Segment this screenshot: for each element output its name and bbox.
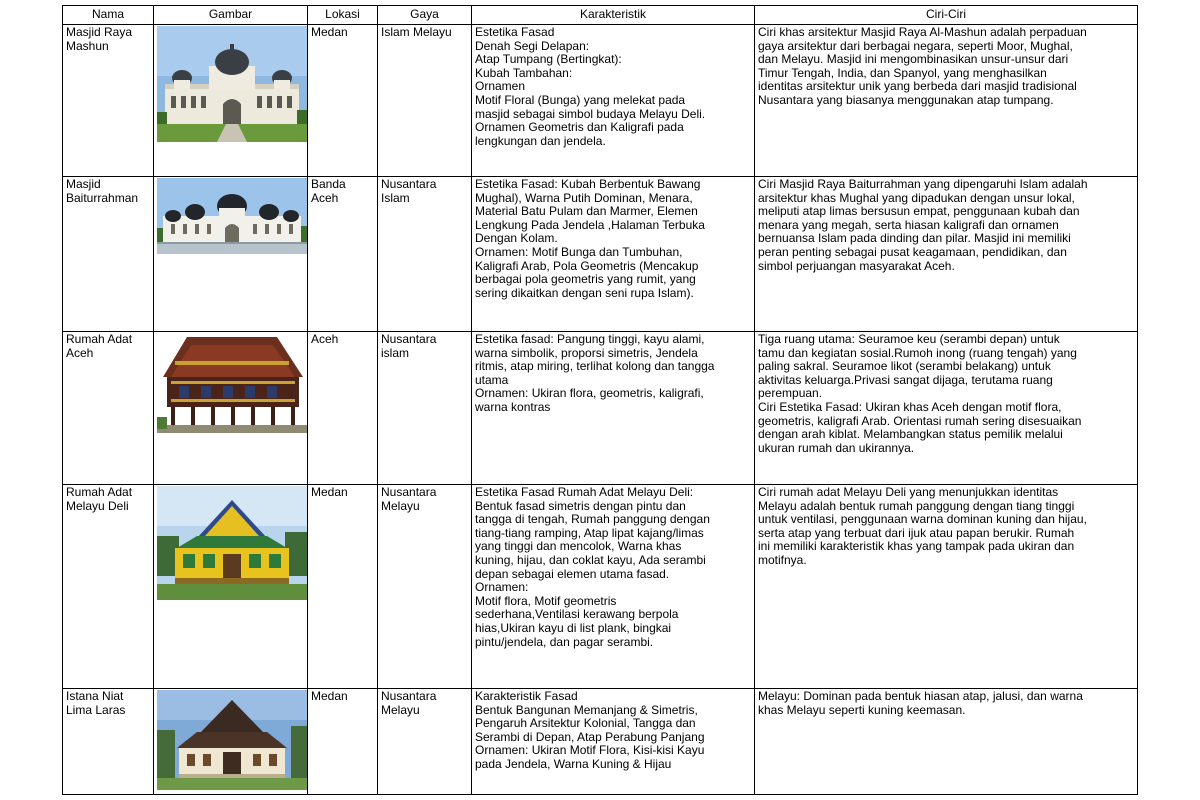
- text-line: tangga di tengah, Rumah panggung dengan: [475, 512, 710, 527]
- text-line: ukuran rumah dan ukirannya.: [758, 440, 915, 455]
- header-lokasi: Lokasi: [308, 6, 378, 25]
- house-photo: [157, 333, 307, 433]
- cell-gaya: [378, 689, 472, 795]
- text-line: Ornamen: [475, 79, 526, 94]
- comparison-table: [62, 5, 1138, 795]
- table-row: [63, 25, 1138, 177]
- text-line: Material Batu Pulam dan Marmer, Elemen: [475, 204, 698, 219]
- text-line: lengkungan dan jendela.: [475, 133, 606, 148]
- header-nama: Nama: [63, 6, 154, 25]
- text-line: Lengkung Pada Jendela ,Halaman Terbuka: [475, 217, 705, 232]
- text-line: Ciri Masjid Raya Baiturrahman yang dipengaruhi Islam adalah: [758, 177, 1088, 191]
- text-line: ini memiliki karakteristik khas yang tampak pada ukiran dan: [758, 539, 1075, 554]
- text-line: Melayu: [381, 702, 420, 717]
- text-line: Timur Tengah, India, dan Spanyol, yang menghasilkan: [758, 65, 1047, 80]
- cell-karakteristik: [472, 177, 755, 332]
- text-line: ritmis, atap miring, terlihat kolong dan tangga: [475, 359, 715, 374]
- cell-nama: [63, 25, 154, 177]
- text-line: Melayu Deli: [66, 498, 129, 513]
- text-line: Islam: [381, 190, 410, 205]
- text-line: identitas arsitektur unik yang berbeda dari masjid tradisional: [758, 79, 1077, 94]
- text-line: Estetika Fasad: Kubah Berbentuk Bawang: [475, 177, 701, 191]
- cell-gambar: [154, 332, 308, 485]
- table-row: [63, 689, 1138, 795]
- table-row: [63, 177, 1138, 332]
- text-line: serta atap yang terbuat dari ijuk atau papan berukir. Rumah: [758, 525, 1075, 540]
- house-photo: [157, 486, 307, 600]
- text-line: khas Melayu seperti kuning keemasan.: [758, 702, 966, 717]
- text-line: Melayu adalah bentuk rumah panggung dengan tiang tinggi: [758, 498, 1075, 513]
- text-line: utama: [475, 372, 509, 387]
- text-line: kuning, hijau, dan coklat kayu, Ada serambi: [475, 552, 706, 567]
- cell-karakteristik: [472, 485, 755, 689]
- text-line: Nusantara: [381, 689, 437, 703]
- text-line: Nusantara: [381, 332, 437, 346]
- palace-photo: [157, 690, 307, 790]
- cell-lokasi: [308, 485, 378, 689]
- text-line: Islam Melayu: [381, 25, 452, 39]
- text-line: tiang-tiang ramping, Atap lipat kajang/limas: [475, 525, 704, 540]
- cell-nama: [63, 485, 154, 689]
- text-line: geometris, kaligrafi Arab. Orientasi rumah sering disesuaikan: [758, 413, 1082, 428]
- text-line: warna simbolik, proporsi simetris, Jendela: [475, 345, 698, 360]
- text-line: Medan: [311, 25, 348, 39]
- text-line: aktivitas keluarga.Privasi sangat dijaga, terutama ruang: [758, 372, 1053, 387]
- text-line: Rumah Adat: [66, 485, 133, 499]
- text-line: Medan: [311, 485, 348, 499]
- text-line: Estetika Fasad: [475, 25, 555, 39]
- cell-lokasi: [308, 177, 378, 332]
- text-line: Estetika fasad: Pangung tinggi, kayu alami,: [475, 332, 705, 346]
- text-line: Bentuk fasad simetris dengan pintu dan: [475, 498, 686, 513]
- text-line: Aceh: [311, 190, 339, 205]
- text-line: Banda: [311, 177, 346, 191]
- text-line: Pengaruh Arsitektur Kolonial, Tangga dan: [475, 716, 696, 731]
- cell-ciri-ciri: [755, 485, 1138, 689]
- table-row: [63, 485, 1138, 689]
- cell-karakteristik: [472, 25, 755, 177]
- cell-lokasi: [308, 689, 378, 795]
- text-line: pada Jendela, Warna Kuning & Hijau: [475, 756, 672, 771]
- text-line: Denah Segi Delapan:: [475, 38, 590, 53]
- text-line: Motif flora, Motif geometris: [475, 593, 617, 608]
- cell-karakteristik: [472, 689, 755, 795]
- text-line: dan Melayu. Masjid ini mengombinasikan unsur-unsur dari: [758, 52, 1069, 67]
- text-line: Rumah Adat: [66, 332, 133, 346]
- text-line: meliputi atap limas bersusun empat, penggunaan kubah dan: [758, 204, 1080, 219]
- text-line: tamu dan kegiatan sosial.Rumoh inong (ruang tengah) yang: [758, 345, 1077, 360]
- cell-gaya: [378, 177, 472, 332]
- text-line: Nusantara yang biasanya menggunakan atap tumpang.: [758, 92, 1054, 107]
- text-line: dengan arah kiblat. Melambangkan status pemilik melalui: [758, 427, 1063, 442]
- text-line: paling sakral. Seuramoe likot (serambi belakang) untuk: [758, 359, 1051, 374]
- text-line: Kaligrafi Arab, Pola Geometris (Mencakup: [475, 258, 699, 273]
- text-line: Ornamen:: [475, 580, 529, 595]
- header-karakteristik: Karakteristik: [472, 6, 755, 25]
- text-line: Nusantara: [381, 485, 437, 499]
- text-line: Mughal), Warna Putih Dominan, Menara,: [475, 190, 693, 205]
- text-line: simbol perjuangan masyarakat Aceh.: [758, 258, 955, 273]
- text-line: Ornamen: Ukiran flora, geometris, kaligrafi,: [475, 386, 704, 401]
- text-line: sering dikaitkan dengan seni rupa Islam).: [475, 285, 694, 300]
- cell-gaya: [378, 485, 472, 689]
- text-line: Mashun: [66, 38, 109, 53]
- header-gambar: Gambar: [154, 6, 308, 25]
- text-line: Ciri Estetika Fasad: Ukiran khas Aceh dengan motif flora,: [758, 399, 1062, 414]
- text-line: Ornamen: Motif Bunga dan Tumbuhan,: [475, 244, 683, 259]
- text-line: peran penting sebagai pusat keagamaan, pendidikan, dan: [758, 244, 1067, 259]
- text-line: Ornamen: Ukiran Motif Flora, Kisi-kisi Kayu: [475, 743, 705, 758]
- cell-gaya: [378, 25, 472, 177]
- text-line: untuk ventilasi, penggunaan warna dominan kuning dan hijau,: [758, 512, 1087, 527]
- text-line: Bentuk Bangunan Memanjang & Simetris,: [475, 702, 698, 717]
- table-row: [63, 332, 1138, 485]
- text-line: depan sebagai elemen utama fasad.: [475, 566, 670, 581]
- text-line: perempuan.: [758, 386, 823, 401]
- cell-nama: [63, 332, 154, 485]
- text-line: Istana Niat: [66, 689, 124, 703]
- text-line: Atap Tumpang (Bertingkat):: [475, 52, 622, 67]
- text-line: Aceh: [311, 332, 339, 346]
- cell-gambar: [154, 485, 308, 689]
- cell-gambar: [154, 177, 308, 332]
- text-line: Tiga ruang utama: Seuramoe keu (serambi depan) untuk: [758, 332, 1060, 346]
- text-line: Estetika Fasad Rumah Adat Melayu Deli:: [475, 485, 694, 499]
- text-line: Kubah Tambahan:: [475, 65, 573, 80]
- text-line: Melayu: Dominan pada bentuk hiasan atap, jalusi, dan warna: [758, 689, 1083, 703]
- text-line: Aceh: [66, 345, 94, 360]
- cell-gaya: [378, 332, 472, 485]
- text-line: Lima Laras: [66, 702, 126, 717]
- text-line: hias,Ukiran kayu di list plank, bingkai: [475, 620, 672, 635]
- text-line: motifnya.: [758, 552, 807, 567]
- text-line: bernuansa Islam pada dinding dan pilar. Masjid ini memiliki: [758, 231, 1071, 246]
- text-line: Dengan Kolam.: [475, 231, 558, 246]
- text-line: sederhana,Ventilasi kerawang berpola: [475, 607, 679, 622]
- text-line: Ciri khas arsitektur Masjid Raya Al-Mashun adalah perpaduan: [758, 25, 1087, 39]
- text-line: arsitektur khas Mughal yang dipadukan dengan unsur lokal,: [758, 190, 1075, 205]
- text-line: Karakteristik Fasad: [475, 689, 578, 703]
- cell-gambar: [154, 689, 308, 795]
- text-line: menara yang megah, serta hiasan kaligrafi dan ornamen: [758, 217, 1059, 232]
- cell-ciri-ciri: [755, 689, 1138, 795]
- text-line: masjid sebagai simbol budaya Melayu Deli.: [475, 106, 706, 121]
- header-ciri-ciri: Ciri-Ciri: [755, 6, 1138, 25]
- text-line: Melayu: [381, 498, 420, 513]
- text-line: Nusantara: [381, 177, 437, 191]
- header-gaya: Gaya: [378, 6, 472, 25]
- cell-gambar: [154, 25, 308, 177]
- cell-ciri-ciri: [755, 25, 1138, 177]
- cell-karakteristik: [472, 332, 755, 485]
- text-line: Masjid: [66, 177, 101, 191]
- text-line: Serambi di Depan, Atap Perabung Panjang: [475, 729, 705, 744]
- text-line: gaya arsitektur dari berbagai negara, seperti Moor, Mughal,: [758, 38, 1073, 53]
- text-line: yang tinggi dan mencolok, Warna khas: [475, 539, 682, 554]
- header-row: [63, 6, 1138, 25]
- text-line: Medan: [311, 689, 348, 703]
- mosque-photo: [157, 26, 307, 142]
- text-line: Baiturrahman: [66, 190, 139, 205]
- cell-nama: [63, 689, 154, 795]
- text-line: Motif Floral (Bunga) yang melekat pada: [475, 92, 686, 107]
- text-line: pintu/jendela, dan pagar serambi.: [475, 634, 654, 649]
- cell-lokasi: [308, 332, 378, 485]
- cell-nama: [63, 177, 154, 332]
- cell-ciri-ciri: [755, 332, 1138, 485]
- mosque-photo: [157, 178, 307, 254]
- cell-ciri-ciri: [755, 177, 1138, 332]
- text-line: Masjid Raya: [66, 25, 133, 39]
- text-line: islam: [381, 345, 410, 360]
- text-line: warna kontras: [475, 399, 551, 414]
- text-line: Ornamen Geometris dan Kaligrafi pada: [475, 120, 684, 135]
- text-line: Ciri rumah adat Melayu Deli yang menunjukkan identitas: [758, 485, 1059, 499]
- cell-lokasi: [308, 25, 378, 177]
- text-line: berbagai pola geometris yang rumit, yang: [475, 272, 696, 287]
